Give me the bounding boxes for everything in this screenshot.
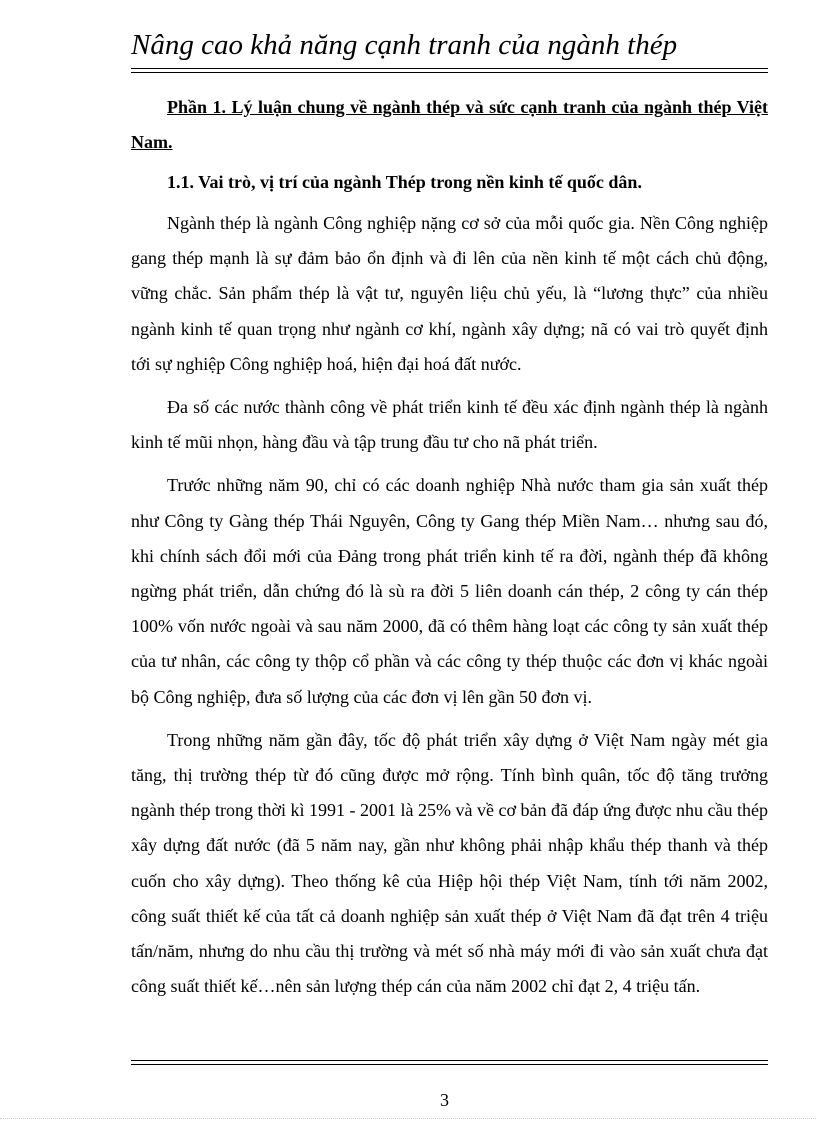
page-break-line [0, 1118, 816, 1119]
page-number: 3 [440, 1090, 449, 1110]
footer-double-rule [131, 1060, 768, 1065]
paragraph-1: Ngành thép là ngành Công nghiệp nặng cơ sở của mỗi quốc gia. Nền Công nghiệp gang thép mạnh là sự đảm bảo ổn định và đi lên của nền kinh tế một cách chủ động, vững chắc. Sản phẩm thép là vật tư, nguyên liệu chủ yếu, là “lương thực” của nhiều ngành kinh tế quan trọng như ngành cơ khí, ngành xây dựng; nã có vai trò quyết định tới sự nghiệp Công nghiệp hoá, hiện đại hoá đất nước. [131, 213, 768, 374]
page-content [131, 90, 768, 1012]
paragraph-2: Đa số các nước thành công về phát triển kinh tế đều xác định ngành thép là ngành kinh tế mũi nhọn, hàng đầu và tập trung đầu tư cho nã phát triển. [131, 397, 768, 453]
header-double-rule [131, 68, 768, 73]
subsection-heading: 1.1. Vai trò, vị trí của ngành Thép trong nền kinh tế quốc dân. [167, 172, 642, 192]
paragraph-4: Trong những năm gần đây, tốc độ phát triển xây dựng ở Việt Nam ngày mét gia tăng, thị trường thép từ đó cũng được mở rộng. Tính bình quân, tốc độ tăng trưởng ngành thép trong thời kì 1991 - 2001 là 25% và về cơ bản đã đáp ứng được nhu cầu thép xây dựng đất nước (đã 5 năm nay, gần như không phải nhập khẩu thép thanh và thép cuốn cho xây dựng). Theo thống kê của Hiệp hội thép Việt Nam, tính tới năm 2002, công suất thiết kế của tất cả doanh nghiệp sản xuất thép ở Việt Nam đã đạt trên 4 triệu tấn/năm, nhưng do nhu cầu thị trường và mét số nhà máy mới đi vào sản xuất chưa đạt công suất thiết kế…nên sản lượng thép cán của năm 2002 chỉ đạt 2, 4 triệu tấn. [131, 729, 768, 997]
document-header-title: Nâng cao khả năng cạnh tranh của ngành thép [131, 29, 678, 61]
section-heading: Phần 1. Lý luận chung về ngành thép và sức cạnh tranh của ngành thép Việt Nam. [131, 97, 768, 152]
paragraph-3: Trước những năm 90, chỉ có các doanh nghiệp Nhà nước tham gia sản xuất thép như Công ty Gàng thép Thái Nguyên, Công ty Gang thép Miền Nam… nhưng sau đó, khi chính sách đổi mới của Đảng trong phát triển kinh tế ra đời, ngành thép đã không ngừng phát triển, dẫn chứng đó là sù ra đời 5 liên doanh cán thép, 2 công ty cán thép 100% vốn nước ngoài và sau năm 2000, đã có thêm hàng loạt các công ty sản xuất thép của tư nhân, các công ty thộp cổ phần và các công ty thép thuộc các đơn vị khác ngoài bộ Công nghiệp, đưa số lượng của các đơn vị lên gần 50 đơn vị. [131, 475, 768, 707]
